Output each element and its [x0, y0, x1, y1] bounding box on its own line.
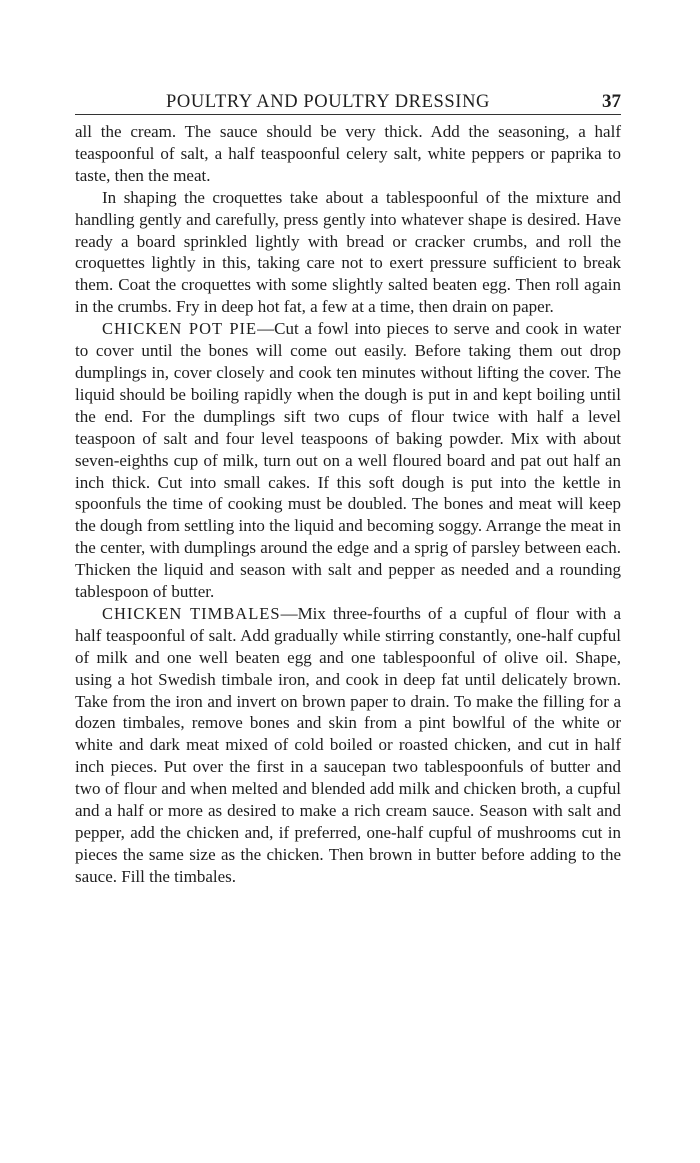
running-head	[75, 90, 621, 115]
paragraph-shaping-croquettes: In shaping the croquettes take about a tablespoonful of the mixture and handling gently and carefully, press gently into whatever shape is desired. Have ready a board sprinkled lightly with bread or cracker crumbs, and roll the croquettes lightly in this, taking care not to exert pressure sufficient to break them. Coat the croquettes with some slightly salted beaten egg. Then roll again in the crumbs. Fry in deep hot fat, a few at a time, then drain on paper.	[75, 187, 621, 317]
recipe-body-chicken-timbales: —Mix three-fourths of a cupful of flour with a half teaspoonful of salt. Add gradually while stirring constantly, one-half cupful of milk and one well beaten egg and one tablespoonful of olive oil. Shape, using a hot Swedish timbale iron, and cook in deep fat until delicately brown. Take from the iron and invert on brown paper to drain. To make the filling for a dozen timbales, remove bones and skin from a pint bowlful of the white or white and dark meat mixed of cold boiled or roasted chicken, and cut in half inch pieces. Put over the first in a saucepan two tablespoonfuls of butter and two of flour and when melted and blended add milk and chicken broth, a cupful and a half or more as desired to make a rich cream sauce. Season with salt and pepper, add the chicken and, if preferred, one-half cupful of mushrooms cut in pieces the same size as the chicken. Then brown in butter before adding to the sauce. Fill the timbales.	[75, 603, 621, 886]
recipe-title-chicken-timbales: CHICKEN TIMBALES	[102, 603, 281, 623]
recipe-body-chicken-pot-pie: —Cut a fowl into pieces to serve and cook in water to cover until the bones will come out easily. Before taking them out drop dumplings in, cover closely and cook ten minutes without lifting the cover. The liquid should be boiling rapidly when the dough is put in and kept boiling until the end. For the dumplings sift two cups of flour twice with half a level teaspoon of salt and four level teaspoons of baking powder. Mix with about seven-eighths cup of milk, turn out on a well floured board and pat out half an inch thick. Cut into small cakes. If this soft dough is put into the kettle in spoonfuls the time of cooking must be doubled. The bones and meat will keep the dough from settling into the liquid and becoming soggy. Arrange the meat in the center, with dumplings around the edge and a sprig of parsley between each. Thicken the liquid and season with salt and pepper as needed and a rounding tablespoon of butter.	[75, 319, 621, 602]
book-page	[75, 90, 621, 888]
running-title: POULTRY AND POULTRY DRESSING	[165, 92, 490, 112]
paragraph-croquette-sauce: all the cream. The sauce should be very thick. Add the seasoning, a half teaspoonful of salt, a half teaspoonful celery salt, white peppers or paprika to taste, then the meat.	[75, 122, 621, 185]
page-number: 37	[602, 91, 621, 112]
body-text	[75, 121, 621, 888]
paragraph-chicken-pot-pie	[75, 318, 621, 603]
paragraph-chicken-timbales	[75, 603, 621, 888]
recipe-title-chicken-pot-pie: CHICKEN POT PIE	[102, 319, 258, 339]
